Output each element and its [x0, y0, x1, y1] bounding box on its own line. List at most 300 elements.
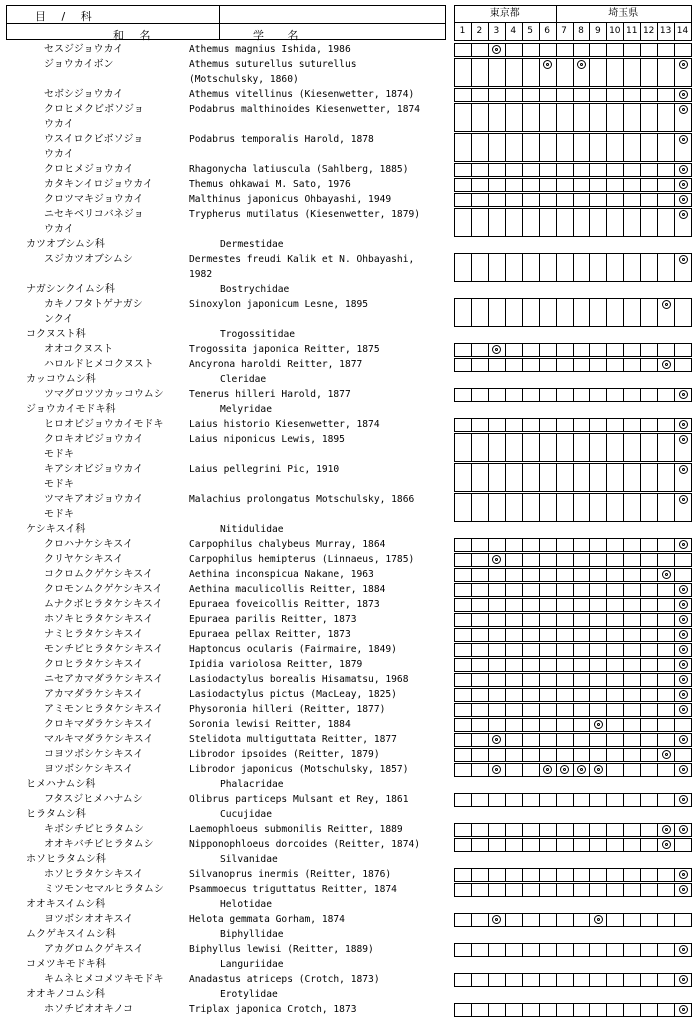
record-mark-col-14	[679, 105, 688, 114]
grid-cell-divider	[539, 838, 541, 852]
grid-cell-divider	[522, 178, 524, 192]
grid-cell-divider	[505, 358, 507, 372]
grid-cell-divider	[623, 703, 625, 717]
grid-cell-divider	[657, 538, 659, 552]
record-mark-col-14	[679, 765, 688, 774]
grid-cell-divider	[623, 643, 625, 657]
grid-cell-divider	[623, 658, 625, 672]
grid-cell-divider	[623, 568, 625, 582]
japanese-name: ヨツボシケシキスイ	[44, 764, 134, 775]
grid-cell-divider	[623, 883, 625, 897]
grid-cell-divider	[488, 493, 490, 522]
grid-cell-divider	[471, 673, 473, 687]
grid-cell-divider	[589, 163, 591, 177]
grid-cell-divider	[556, 358, 558, 372]
grid-cell-divider	[522, 43, 524, 57]
grid-cell-divider	[573, 343, 575, 357]
grid-cell-divider	[522, 253, 524, 282]
grid-cell-divider	[471, 628, 473, 642]
grid-cell-divider	[674, 913, 676, 927]
grid-cell-divider	[606, 388, 608, 402]
grid-cell-divider	[505, 658, 507, 672]
japanese-name: マルキマダラケシキスイ	[44, 734, 154, 745]
grid-cell-divider	[488, 58, 490, 87]
grid-cell-divider	[522, 658, 524, 672]
grid-cell-divider	[488, 208, 490, 237]
grid-cell-divider	[522, 583, 524, 597]
grid-cell-divider	[573, 418, 575, 432]
grid-cell-divider	[606, 433, 608, 462]
grid-cell-divider	[606, 748, 608, 762]
grid-cell-divider	[674, 208, 676, 237]
grid-cell-divider	[623, 58, 625, 87]
grid-cell-divider	[674, 1003, 676, 1017]
grid-cell-divider	[522, 748, 524, 762]
grid-cell-divider	[471, 553, 473, 567]
grid-cell-divider	[623, 493, 625, 522]
record-mark-col-13	[662, 840, 671, 849]
grid-cell-divider	[556, 763, 558, 777]
grid-cell-divider	[573, 613, 575, 627]
grid-cell-divider	[657, 163, 659, 177]
scientific-name: Laius niponicus Lewis, 1895	[189, 434, 345, 445]
grid-cell-divider	[471, 643, 473, 657]
grid-cell-divider	[674, 163, 676, 177]
record-mark-col-14	[679, 60, 688, 69]
grid-cell-divider	[589, 433, 591, 462]
scientific-name: Epuraea pellax Reitter, 1873	[189, 629, 351, 640]
record-mark-col-14	[679, 615, 688, 624]
grid-cell-divider	[573, 553, 575, 567]
grid-cell-divider	[505, 193, 507, 207]
grid-cell-divider	[623, 823, 625, 837]
japanese-name: ニセアカマダラケシキスイ	[44, 674, 164, 685]
grid-cell-divider	[539, 88, 541, 102]
grid-cell-divider	[657, 58, 659, 87]
japanese-name: ホソキヒラタケシキスイ	[44, 614, 154, 625]
grid-cell-divider	[657, 838, 659, 852]
grid-cell-divider	[471, 973, 473, 987]
scientific-name: Themus ohkawai M. Sato, 1976	[189, 179, 351, 190]
grid-cell-divider	[640, 433, 642, 462]
grid-cell-divider	[657, 133, 659, 162]
japanese-name: フタスジヒメハナムシ	[44, 794, 143, 805]
grid-cell-divider	[539, 703, 541, 717]
scientific-name: Nipponophloeus dorcoides (Reitter, 1874)	[189, 839, 421, 850]
grid-cell-divider	[556, 568, 558, 582]
grid-cell-divider	[539, 418, 541, 432]
family-name: オオキスイムシ科	[26, 899, 106, 910]
grid-cell-divider	[505, 253, 507, 282]
grid-cell-divider	[539, 583, 541, 597]
japanese-name: ヒロオビジョウカイモドキ	[44, 419, 164, 430]
grid-cell-divider	[606, 943, 608, 957]
grid-cell-divider	[606, 88, 608, 102]
grid-cell-divider	[674, 493, 676, 522]
grid-cell-divider	[505, 598, 507, 612]
grid-cell-divider	[505, 688, 507, 702]
grid-cell-divider	[488, 433, 490, 462]
grid-cell-divider	[573, 1003, 575, 1017]
grid-cell-divider	[589, 598, 591, 612]
grid-cell-divider	[674, 433, 676, 462]
column-number-9: 9	[595, 26, 601, 36]
japanese-name: コヨツボシケシキスイ	[44, 749, 144, 760]
record-mark-col-7	[560, 765, 569, 774]
grid-cell-divider	[589, 643, 591, 657]
column-divider	[623, 22, 624, 41]
grid-cell-divider	[640, 538, 642, 552]
grid-cell-divider	[505, 913, 507, 927]
grid-cell-divider	[674, 583, 676, 597]
grid-cell-divider	[623, 463, 625, 492]
grid-cell-divider	[505, 58, 507, 87]
grid-cell-divider	[556, 913, 558, 927]
grid-cell-divider	[606, 43, 608, 57]
grid-cell-divider	[606, 883, 608, 897]
grid-cell-divider	[539, 463, 541, 492]
grid-cell-divider	[522, 613, 524, 627]
grid-cell-divider	[623, 298, 625, 327]
grid-cell-divider	[488, 718, 490, 732]
grid-cell-divider	[674, 418, 676, 432]
grid-cell-divider	[505, 433, 507, 462]
grid-cell-divider	[674, 103, 676, 132]
scientific-name: Aethina inconspicua Nakane, 1963	[189, 569, 374, 580]
grid-cell-divider	[556, 943, 558, 957]
grid-cell-divider	[488, 628, 490, 642]
grid-cell-divider	[488, 883, 490, 897]
scientific-name: Silvanoprus inermis (Reitter, 1876)	[189, 869, 392, 880]
grid-cell-divider	[606, 613, 608, 627]
grid-cell-divider	[606, 298, 608, 327]
grid-cell-divider	[657, 883, 659, 897]
grid-cell-divider	[488, 163, 490, 177]
grid-cell-divider	[573, 58, 575, 87]
grid-cell-divider	[539, 763, 541, 777]
grid-cell-divider	[657, 658, 659, 672]
column-number-8: 8	[578, 26, 584, 36]
grid-cell-divider	[623, 793, 625, 807]
grid-cell-divider	[556, 718, 558, 732]
grid-cell-divider	[488, 793, 490, 807]
grid-cell-divider	[556, 208, 558, 237]
grid-cell-divider	[640, 388, 642, 402]
grid-cell-divider	[471, 103, 473, 132]
grid-cell-divider	[539, 1003, 541, 1017]
japanese-name: ムナクボヒラタケシキスイ	[44, 599, 163, 610]
grid-cell-divider	[522, 793, 524, 807]
grid-cell-divider	[674, 838, 676, 852]
grid-cell-divider	[640, 688, 642, 702]
grid-cell-divider	[539, 628, 541, 642]
grid-cell-divider	[623, 418, 625, 432]
grid-cell-divider	[522, 838, 524, 852]
grid-cell-divider	[573, 358, 575, 372]
grid-cell-divider	[573, 43, 575, 57]
grid-cell-divider	[589, 688, 591, 702]
grid-cell-divider	[589, 763, 591, 777]
region-saitama: 埼玉県	[608, 8, 639, 19]
grid-cell-divider	[539, 793, 541, 807]
grid-cell-divider	[539, 553, 541, 567]
column-number-13: 13	[659, 26, 672, 36]
grid-cell-divider	[539, 643, 541, 657]
name-header-box	[6, 5, 446, 40]
grid-cell-divider	[623, 973, 625, 987]
grid-cell-divider	[640, 298, 642, 327]
grid-cell-divider	[657, 553, 659, 567]
column-divider	[522, 22, 523, 41]
grid-cell-divider	[589, 673, 591, 687]
grid-cell-divider	[623, 868, 625, 882]
grid-cell-divider	[505, 673, 507, 687]
grid-cell-divider	[623, 43, 625, 57]
grid-cell-divider	[522, 868, 524, 882]
grid-cell-divider	[640, 253, 642, 282]
grid-cell-divider	[539, 343, 541, 357]
grid-cell-divider	[505, 748, 507, 762]
grid-cell-divider	[556, 253, 558, 282]
column-number-6: 6	[544, 26, 550, 36]
grid-cell-divider	[589, 613, 591, 627]
grid-cell-divider	[674, 343, 676, 357]
japanese-name: クロキマダラケシキスイ	[44, 719, 154, 730]
grid-cell-divider	[657, 583, 659, 597]
grid-cell-divider	[573, 673, 575, 687]
grid-cell-divider	[589, 88, 591, 102]
grid-cell-divider	[573, 388, 575, 402]
grid-cell-divider	[522, 703, 524, 717]
grid-cell-divider	[589, 823, 591, 837]
grid-cell-divider	[505, 868, 507, 882]
record-mark-col-13	[662, 300, 671, 309]
column-divider	[573, 22, 574, 41]
grid-cell-divider	[471, 493, 473, 522]
record-mark-col-14	[679, 135, 688, 144]
scientific-name: Trypherus mutilatus (Kiesenwetter, 1879)	[189, 209, 421, 220]
grid-cell-divider	[539, 823, 541, 837]
grid-cell-divider	[640, 103, 642, 132]
grid-cell-divider	[505, 703, 507, 717]
grid-cell-divider	[657, 868, 659, 882]
scientific-name: Librodor japonicus (Motschulsky, 1857)	[189, 764, 409, 775]
grid-cell-divider	[623, 253, 625, 282]
grid-cell-divider	[505, 838, 507, 852]
grid-cell-divider	[556, 43, 558, 57]
scientific-name: Dermestes freudi Kalik et N. Ohbayashi,	[189, 254, 415, 265]
grid-cell-divider	[488, 133, 490, 162]
grid-cell-divider	[573, 598, 575, 612]
family-scientific-name: Dermestidae	[220, 239, 284, 250]
grid-cell-divider	[522, 1003, 524, 1017]
grid-cell-divider	[640, 493, 642, 522]
family-scientific-name: Languriidae	[220, 959, 284, 970]
region-tokyo: 東京都	[489, 8, 520, 19]
grid-cell-divider	[640, 553, 642, 567]
grid-cell-divider	[556, 673, 558, 687]
grid-cell-divider	[640, 43, 642, 57]
grid-cell-divider	[657, 598, 659, 612]
grid-cell-divider	[471, 418, 473, 432]
japanese-name: ウカイ	[44, 149, 74, 160]
scientific-name: Athemus suturellus suturellus	[189, 59, 357, 70]
grid-cell-divider	[640, 58, 642, 87]
grid-cell-divider	[539, 913, 541, 927]
grid-cell-divider	[589, 553, 591, 567]
grid-cell-divider	[589, 388, 591, 402]
grid-cell-divider	[505, 823, 507, 837]
grid-cell-divider	[471, 688, 473, 702]
grid-cell-divider	[623, 358, 625, 372]
japanese-name: オオキバチビヒラタムシ	[44, 839, 154, 850]
grid-cell-divider	[657, 388, 659, 402]
grid-cell-divider	[556, 343, 558, 357]
grid-cell-divider	[606, 973, 608, 987]
grid-cell-divider	[471, 658, 473, 672]
record-mark-col-9	[594, 915, 603, 924]
grid-cell-divider	[623, 673, 625, 687]
grid-cell-divider	[606, 703, 608, 717]
grid-cell-divider	[505, 643, 507, 657]
japanese-name: ツマキアオジョウカイ	[44, 494, 144, 505]
grid-cell-divider	[488, 823, 490, 837]
grid-cell-divider	[573, 628, 575, 642]
record-mark-col-14	[679, 1005, 688, 1014]
grid-cell-divider	[556, 733, 558, 747]
grid-cell-divider	[505, 553, 507, 567]
scientific-name: Athemus vitellinus (Kiesenwetter, 1874)	[189, 89, 415, 100]
grid-cell-divider	[606, 658, 608, 672]
scientific-name: Podabrus malthinoides Kiesenwetter, 1874	[189, 104, 421, 115]
japanese-name: ニセキベリコバネジョ	[44, 209, 144, 220]
grid-cell-divider	[488, 568, 490, 582]
grid-cell-divider	[573, 868, 575, 882]
scientific-name: Epuraea foveicollis Reitter, 1873	[189, 599, 380, 610]
grid-cell-divider	[488, 868, 490, 882]
grid-cell-divider	[505, 568, 507, 582]
grid-cell-divider	[539, 193, 541, 207]
grid-cell-divider	[657, 493, 659, 522]
grid-cell-divider	[640, 463, 642, 492]
grid-cell-divider	[471, 868, 473, 882]
grid-cell-divider	[623, 178, 625, 192]
grid-cell-divider	[539, 688, 541, 702]
japanese-name: モドキ	[44, 479, 74, 490]
grid-cell-divider	[556, 838, 558, 852]
grid-cell-divider	[471, 613, 473, 627]
grid-cell-divider	[606, 868, 608, 882]
grid-cell-divider	[674, 943, 676, 957]
grid-cell-divider	[657, 463, 659, 492]
grid-cell-divider	[589, 568, 591, 582]
grid-cell-divider	[488, 298, 490, 327]
grid-cell-divider	[522, 433, 524, 462]
grid-cell-divider	[674, 598, 676, 612]
grid-cell-divider	[522, 628, 524, 642]
grid-cell-divider	[539, 103, 541, 132]
record-mark-col-14	[679, 600, 688, 609]
grid-cell-divider	[471, 793, 473, 807]
grid-cell-divider	[556, 598, 558, 612]
grid-cell-divider	[471, 718, 473, 732]
grid-cell-divider	[589, 358, 591, 372]
grid-cell-divider	[623, 628, 625, 642]
grid-cell-divider	[657, 253, 659, 282]
japanese-name: クロヒメクビボソジョ	[44, 104, 144, 115]
grid-cell-divider	[640, 628, 642, 642]
family-name: ホソヒラタムシ科	[26, 854, 106, 865]
scientific-name: Lasiodactylus borealis Hisamatsu, 1968	[189, 674, 409, 685]
japanese-name: スジカツオブシムシ	[44, 254, 133, 265]
japanese-name: モンチビヒラタケシキスイ	[44, 644, 164, 655]
grid-cell-divider	[488, 343, 490, 357]
scientific-name: Biphyllus lewisi (Reitter, 1889)	[189, 944, 374, 955]
grid-cell-divider	[589, 463, 591, 492]
record-mark-col-13	[662, 360, 671, 369]
record-mark-col-8	[577, 765, 586, 774]
record-mark-col-14	[679, 180, 688, 189]
grid-cell-divider	[471, 823, 473, 837]
grid-cell-divider	[488, 43, 490, 57]
scientific-name: Triplax japonica Crotch, 1873	[189, 1004, 357, 1015]
scientific-name: Soronia lewisi Reitter, 1884	[189, 719, 351, 730]
grid-cell-divider	[623, 718, 625, 732]
grid-cell-divider	[573, 793, 575, 807]
grid-cell-divider	[556, 613, 558, 627]
grid-cell-divider	[606, 553, 608, 567]
grid-cell-divider	[505, 343, 507, 357]
grid-cell-divider	[522, 133, 524, 162]
grid-cell-divider	[573, 748, 575, 762]
grid-cell-divider	[556, 703, 558, 717]
grid-cell-divider	[589, 298, 591, 327]
grid-cell-divider	[488, 553, 490, 567]
grid-cell-divider	[606, 538, 608, 552]
header-column-divider	[219, 6, 220, 39]
grid-cell-divider	[657, 733, 659, 747]
grid-cell-divider	[623, 913, 625, 927]
grid-cell-divider	[657, 748, 659, 762]
japanese-name: キムネヒメコメツキモドキ	[44, 974, 164, 985]
grid-cell-divider	[657, 103, 659, 132]
grid-cell-divider	[573, 763, 575, 777]
japanese-name: ナミヒラタケシキスイ	[44, 629, 144, 640]
grid-cell-divider	[640, 943, 642, 957]
japanese-name: クロハナケシキスイ	[44, 539, 133, 550]
grid-cell-divider	[539, 298, 541, 327]
grid-cell-divider	[488, 193, 490, 207]
grid-cell-divider	[471, 463, 473, 492]
grid-cell-divider	[640, 613, 642, 627]
grid-cell-divider	[488, 178, 490, 192]
grid-cell-divider	[556, 628, 558, 642]
scientific-name: Malachius prolongatus Motschulsky, 1866	[189, 494, 415, 505]
grid-cell-divider	[606, 568, 608, 582]
grid-cell-divider	[556, 58, 558, 87]
grid-cell-divider	[505, 628, 507, 642]
grid-cell-divider	[522, 673, 524, 687]
scientific-name-header: 学 名	[253, 29, 309, 42]
scientific-name: Haptoncus ocularis (Fairmaire, 1849)	[189, 644, 397, 655]
grid-cell-divider	[505, 208, 507, 237]
grid-cell-divider	[522, 943, 524, 957]
scientific-name: Trogossita japonica Reitter, 1875	[189, 344, 380, 355]
scientific-name: Carpophilus chalybeus Murray, 1864	[189, 539, 386, 550]
grid-cell-divider	[488, 973, 490, 987]
grid-cell-divider	[539, 208, 541, 237]
grid-cell-divider	[640, 583, 642, 597]
